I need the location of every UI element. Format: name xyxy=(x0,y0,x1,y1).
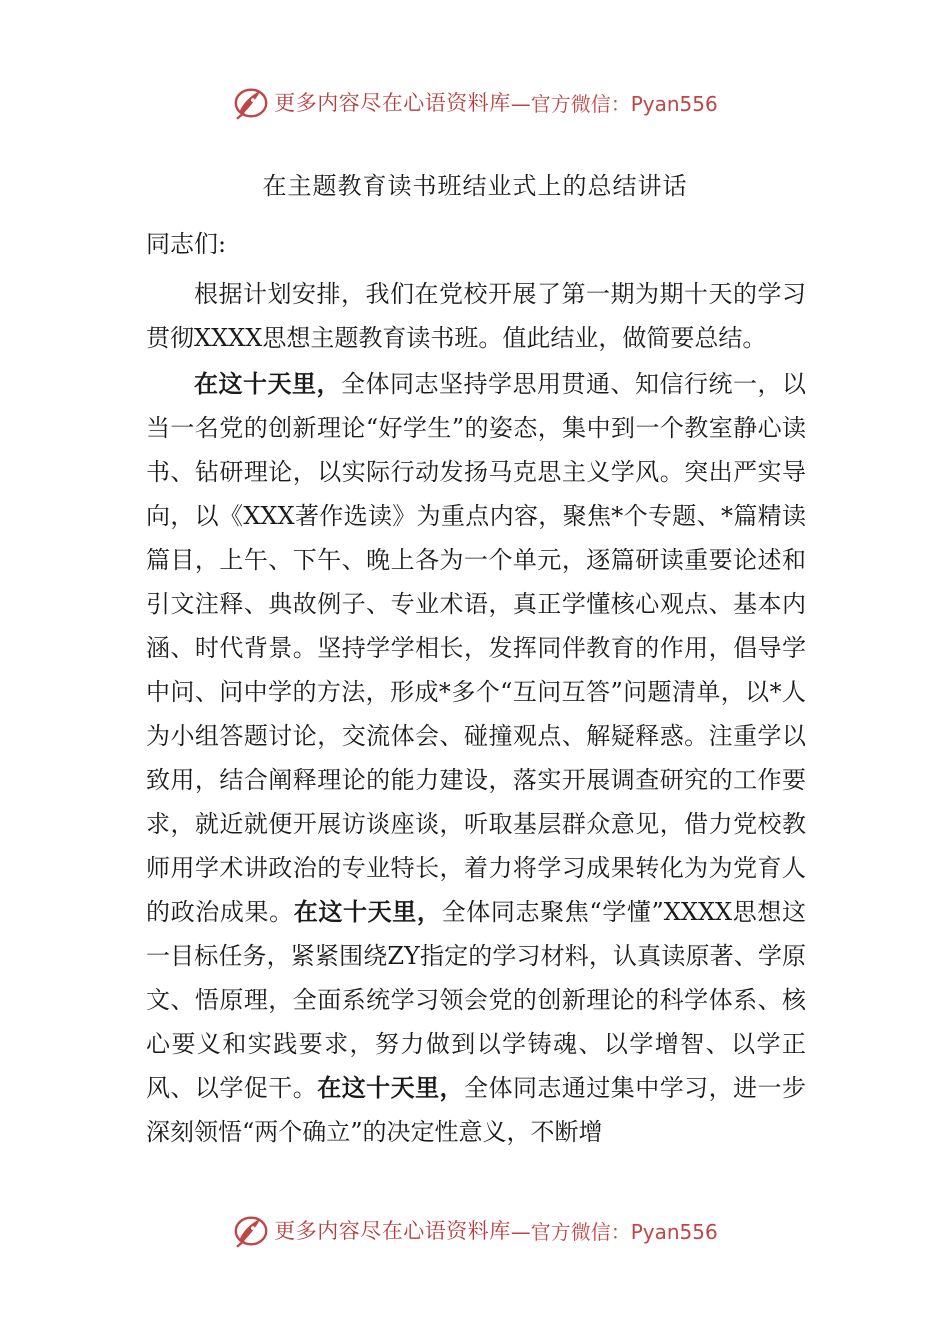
banner-text-suffix: —官方微信：Pyan556 xyxy=(510,1219,718,1244)
paragraph-lead: 在这十天里， xyxy=(293,897,442,926)
paragraph-lead: 在这十天里， xyxy=(317,1073,465,1102)
banner-text-main: 更多内容尽在心语资料库 xyxy=(274,1219,511,1243)
header-banner xyxy=(0,80,950,124)
paragraph-body: 全体同志通过集中学习，进一步深刻领悟“两个确立”的决定性意义，不断增 xyxy=(146,1074,807,1146)
pen-nib-logo-icon xyxy=(232,83,270,121)
salutation: 同志们: xyxy=(146,230,227,258)
banner-text-main: 更多内容尽在心语资料库 xyxy=(274,91,511,115)
footer-banner xyxy=(0,1208,950,1252)
document-title: 在主题教育读书班结业式上的总结讲话 xyxy=(262,172,688,200)
paragraph-body: 全体同志坚持学思用贯通、知信行统一，以当一名党的创新理论“好学生”的姿态，集中到一个教室静心读书、钻研理论，以实际行动发扬马克思主义学风。突出严实导向，以《XXX著作选读》为重点内容，聚焦*个专题、*篇精读篇目，上午、下午、晚上各为一个单元，逐篇研读重要论述和引文注释、典故例子、专业术语，真正学懂核心观点、基本内涵、时代背景。坚持学学相长，发挥同伴教育的作用，倡导学中问、问中学的方法，形成*多个“互问互答”问题清单，以*人为小组答题讨论，交流体会、碰撞观点、解疑释惑。注重学以致用，结合阐释理论的能力建设，落实开展调查研究的工作要求，就近就便开展访谈座谈，听取基层群众意见，借力党校教师用学术讲政治的专业特长，着力将学习成果转化为为党育人的政治成果。 xyxy=(146,370,806,926)
pen-nib-logo-icon xyxy=(232,1211,270,1249)
paragraph-body: 全体同志聚焦“学懂”XXXX思想这一目标任务，紧紧围绕ZY指定的学习材料，认真读原著、学原文、悟原理，全面系统学习领会党的创新理论的科学体系、核心要义和实践要求，努力做到以学铸魂、以学增智、以学正风、以学促干。 xyxy=(146,898,806,1102)
paragraph-lead: 在这十天里， xyxy=(194,369,341,398)
banner-text-suffix: —官方微信：Pyan556 xyxy=(510,91,718,116)
paragraph-intro: 根据计划安排，我们在党校开展了第一期为期十天的学习贯彻XXXX思想主题教育读书班。值此结业，做简要总结。 xyxy=(146,280,806,352)
paragraph-summary xyxy=(146,362,806,1154)
